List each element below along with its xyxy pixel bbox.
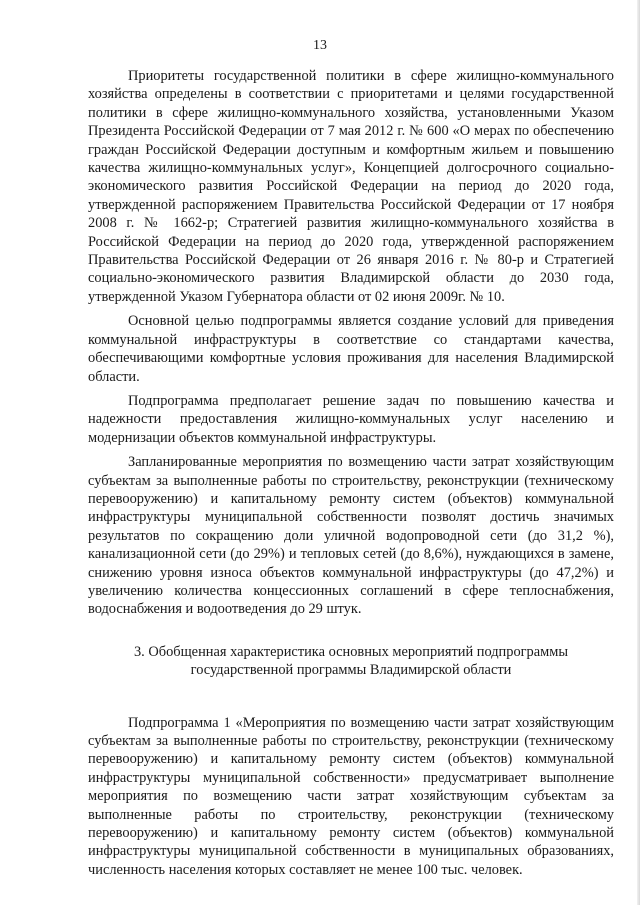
- document-body: [88, 67, 614, 885]
- section-heading: [88, 643, 614, 680]
- paragraph-planned-measures: Запланированные мероприятия по возмещению части затрат хозяйствующим субъектам за выполненные работы по строительству, реконструкции (техническому перевооружению) и капитальному ремонту систем (объектов) коммунальной инфраструктуры муниципальной собственности позволят достичь значимых результатов по сокращению доли уличной водопроводной сети (до 31,2 %), канализационной сети (до 29%) и тепловых сетей (до 8,6%), нуждающихся в замене, снижению уровня износа объектов коммунальной инфраструктуры (до 47,2%) и увеличению количества концессионных соглашений в сфере теплоснабжения, водоснабжения и водоотведения до 29 штук.: [88, 454, 614, 618]
- section-heading-line-2: государственной программы Владимирской области: [190, 662, 512, 679]
- paragraph-priorities: Приоритеты государственной политики в сфере жилищно-коммунального хозяйства определены в соответствии с приоритетами и целями государственной политики в сфере жилищно-коммунального хозяйства, установленными Указом Президента Российской Федерации от 7 мая 2012 г. № 600 «О мерах по обеспечению граждан Российской Федерации доступным и комфортным жильем и повышению качества жилищно-коммунальных услуг», Концепцией долгосрочного социально-экономического развития Российской Федерации на период до 2020 года, утвержденной распоряжением Правительства Российской Федерации от 17 ноября 2008 г. № 1662-р; Стратегией развития жилищно-коммунального хозяйства в Российской Федерации на период до 2020 года, утвержденной распоряжением Правительства Российской Федерации от 26 января 2016 г. № 80-р и Стратегией социально-экономического развития Владимирской области до 2030 года, утвержденной Указом Губернатора области от 02 июня 2009г. № 10.: [88, 68, 614, 305]
- paragraph-subprogram-1: Подпрограмма 1 «Мероприятия по возмещению части затрат хозяйствующим субъектам за выполненные работы по строительству, реконструкции (техническому перевооружению) и капитальному ремонту систем (объектов) коммунальной инфраструктуры муниципальной собственности» предусматривает выполнение мероприятия по возмещению части затрат хозяйствующим субъектам за выполненные работы по строительству, реконструкции (техническому перевооружению) и капитальному ремонту систем (объектов) коммунальной инфраструктуры муниципальной собственности в муниципальных образованиях, численность населения которых составляет не менее 100 тыс. человек.: [88, 714, 614, 878]
- page-number: 13: [313, 38, 327, 53]
- paragraph-tasks: Подпрограмма предполагает решение задач по повышению качества и надежности предоставления жилищно-коммунальных услуг населению и модернизации объектов коммунальной инфраструктуры.: [88, 392, 614, 446]
- paragraph-main-goal: Основной целью подпрограммы является создание условий для приведения коммунальной инфраструктуры в соответствие со стандартами качества, обеспечивающими комфортные условия проживания для населения Владимирской области.: [88, 313, 614, 385]
- section-heading-line-1: 3. Обобщенная характеристика основных мероприятий подпрограммы: [133, 643, 569, 660]
